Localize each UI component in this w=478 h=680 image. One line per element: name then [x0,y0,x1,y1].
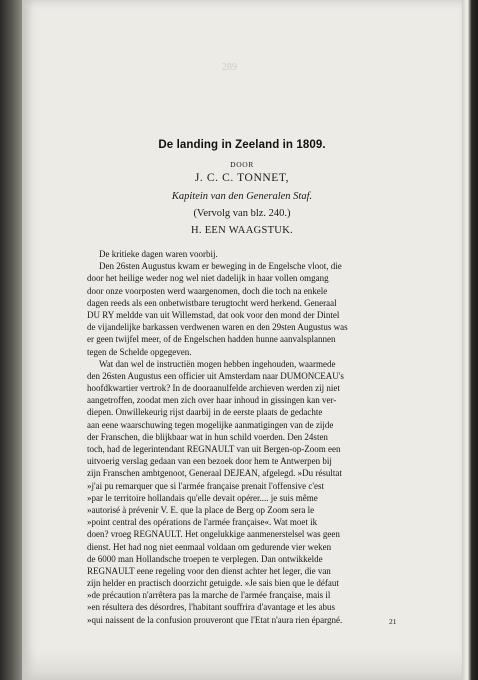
author-role: Kapitein van den Generalen Staf. [171,191,313,202]
article-body [87,248,389,626]
text-line: »de précaution n'arrêtera pas la marche de l'armée française, mais il [87,590,331,601]
article-title: De landing in Zeeland in 1809. [158,139,326,151]
text-line: der Franschen, die blijkbaar wat in hun schild voerden. Den 24sten [87,431,328,442]
byline-label: DOOR [230,160,254,169]
text-line: aangetroffen, zoodat men zich over haar inhoud in gissingen kan ver- [87,395,337,406]
text-line: doen? vroeg REGNAULT. Het ongelukkige aanmenerstelsel was geen [87,529,340,540]
book-edge-right [462,0,478,680]
text-line: door het heilige weder nog wel niet dadelijk in haar vollen omgang [87,273,329,284]
text-line: dienst. Het had nog niet eenmaal voldaan om gedurende vier weken [87,541,332,552]
text-line: REGNAULT eene regeling voor den dienst achter het leger, die van [87,565,331,576]
text-line: er geen twijfel meer, of de Engelschen hadden hunne aanvalsplannen [87,334,336,345]
text-line: de 6000 man Hollandsche troepen te verplegen. Dan ontwikkelde [87,553,323,564]
text-line: tegen de Schelde opgegeven. [87,346,192,357]
text-line: »j'ai pu remarquer que si l'armée française prenait l'offensive c'est [87,480,324,491]
text-line: diepen. Onwillekeurig rijst daarbij in de eerste plaats de gedachte [87,407,323,418]
text-line: »qui naissent de la confusion prouveront que l'Etat n'aura rien épargné. [87,614,343,625]
text-line: zijn Franschen ambtgenoot, Generaal DEJEAN, afgelegd. »Du résultat [87,468,342,479]
continuation-note: (Vervolg van blz. 240.) [193,208,291,219]
text-line: de vijandelijke barkassen verdwenen waren en den 29sten Augustus was [87,322,348,333]
text-line: zijn helder en practisch doorzicht getuigde. »Je sais bien que le défaut [87,578,339,589]
section-heading: H. EEN WAAGSTUK. [190,225,294,236]
text-line: aan eene waarschuwing tegen mogelijke aanmatigingen van de zijde [87,419,334,430]
text-line: DU RY meldde van uit Willemstad, dat ook voor den mond der Dintel [87,309,340,320]
text-line: De kritieke dagen waren voorbij. [99,249,218,259]
page-shading [22,650,462,680]
text-line: Wat dan wel de instructiën mogen hebben ingehouden, waarmede [99,358,336,369]
text-line: Den 26sten Augustus kwam er beweging in de Engelsche vloot, die [99,261,342,272]
text-line: »point central des opérations de l'armée française«. Wat moet ik [87,517,318,528]
text-line: door onze voorposten werd waargenomen, doch die toch na enkele [87,285,328,296]
page-number: 21 [389,617,397,626]
book-page [22,0,462,680]
author-name: J. C. C. TONNET, [194,172,290,184]
text-line: »en résultera des désordres, l'habitant souffrira d'avantage et les abus [87,602,335,613]
bleed-through-text: 289 [222,62,237,73]
text-line: »autorisé à prévenir V. E. que la place de Berg op Zoom sera le [87,504,315,515]
book-gutter-left [0,0,22,680]
text-line: hoofdkwartier vertrok? In de dooraanulfelde archieven werden zij niet [87,383,340,394]
text-line: uitvoerig verslag gedaan van een bezoek door hem te Antwerpen bij [87,456,332,467]
text-line: »par le territoire hollandais qu'elle devait opérer.... je suis même [87,492,318,503]
text-line: dagen reeds als een onbetwistbare terugtocht werd herkend. Generaal [87,297,337,308]
text-line: den 26sten Augustus een officier uit Amsterdam naar DUMONCEAU's [87,370,344,381]
text-line: toch, had de legerintendant REGNAULT van uit Bergen-op-Zoom een [87,444,341,454]
